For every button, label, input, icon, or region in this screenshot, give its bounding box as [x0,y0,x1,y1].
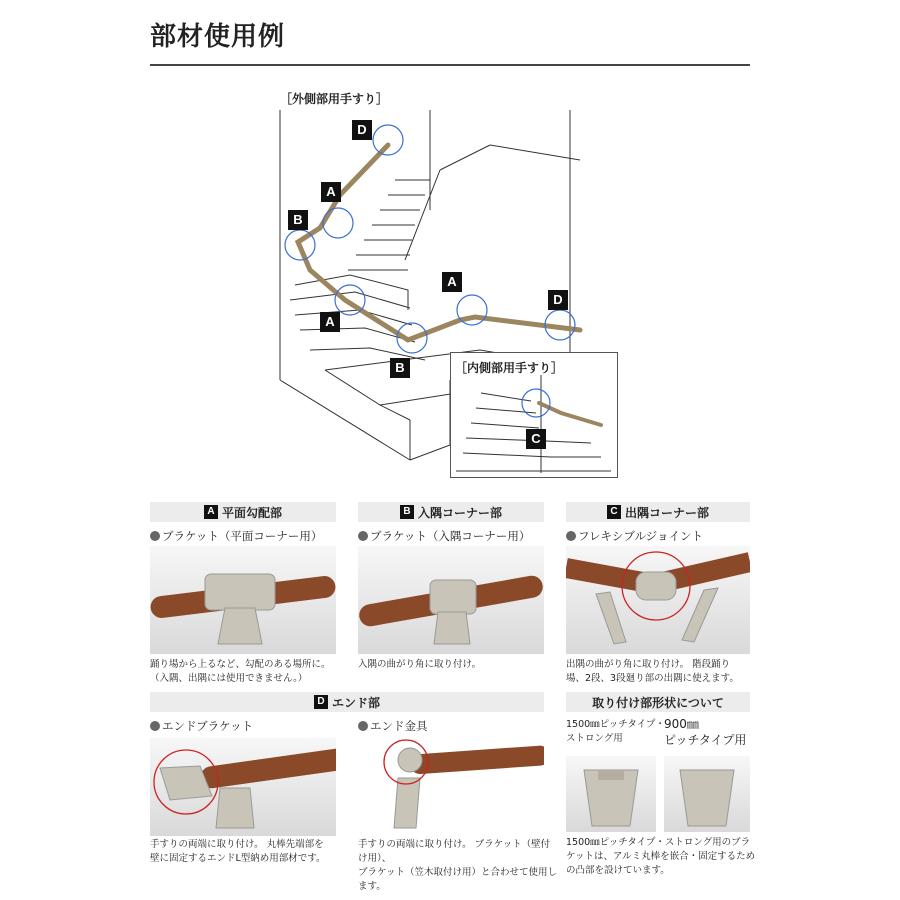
section-a-letter: A [204,505,218,519]
section-d-header [150,692,544,712]
mount-shape-900-illustration [664,756,750,832]
end-fitting-caption: 手すりの両端に取り付け。 ブラケット（壁付け用）、 ブラケット（笠木取付け用）と合わせて使用します。 [358,839,558,892]
marker-a-outer: A [321,182,341,202]
section-b-photo [358,546,544,654]
bullet-icon [358,721,368,731]
mount-photo-900 [664,756,750,832]
page-title: 部材使用例 [150,22,286,52]
mount-shape-1500-illustration [566,756,656,832]
section-a-title: 平面勾配部 [221,505,282,520]
section-a-photo [150,546,336,654]
end-bracket-photo [150,738,336,836]
section-d-title: エンド部 [331,695,380,710]
section-c-item: フレキシブルジョイント [566,528,703,544]
marker-b-outer: B [288,210,308,230]
marker-d-outer: D [352,120,372,140]
section-a-item: ブラケット（平面コーナー用） [150,528,322,544]
section-a-header [150,502,336,522]
section-b-item: ブラケット（入隅コーナー用） [358,528,530,544]
bullet-icon [358,531,368,541]
inner-handrail-inset [450,352,618,478]
section-d-letter: D [314,695,328,709]
mount-shape-caption: 1500㎜ピッチタイプ・ストロング用のブラ ケットは、アルミ丸棒を嵌合・固定するため の凸部を設けています。 [566,837,756,876]
section-d-item-end-fitting: エンド金具 [358,718,428,734]
mount-label-900: 900㎜ ピッチタイプ用 [664,717,747,747]
section-b-caption: 入隅の曲がり角に取り付け。 [358,659,482,670]
section-c-title: 出隅コーナー部 [624,505,709,520]
planar-bracket-illustration [150,546,336,654]
end-bracket-caption: 手すりの両端に取り付け。 丸棒先端部を 壁に固定するエンドL型納め用部材です。 [150,839,326,864]
marker-d-right: D [548,290,568,310]
end-fitting-photo [358,738,544,836]
section-b-header [358,502,544,522]
outer-handrail-label: ［外側部用手すり］ [280,92,389,106]
section-c-letter: C [607,505,621,519]
bullet-icon [150,721,160,731]
marker-b-lower: B [390,358,410,378]
section-a-caption: 踊り場から上るなど、勾配のある場所に。 （入隅、出隅には使用できません。） [150,659,331,684]
end-bracket-illustration [150,738,336,836]
mount-shape-header [566,692,750,712]
bullet-icon [566,531,576,541]
section-c-caption: 出隅の曲がり角に取り付け。 階段踊り 場、2段、3段廻り部の出隅に使えます。 [566,659,739,684]
inner-stair-illustration [451,353,617,477]
flexible-joint-illustration [566,546,750,654]
title-divider [150,64,750,66]
section-d-item-end-bracket: エンドブラケット [150,718,253,734]
end-fitting-illustration [358,738,544,836]
section-c-header [566,502,750,522]
marker-c-inner: C [526,429,546,449]
staircase-diagram [150,80,750,490]
marker-a-right: A [442,272,462,292]
mount-photo-1500 [566,756,656,832]
section-b-letter: B [400,505,414,519]
mount-label-1500: 1500㎜ピッチタイプ・ ストロング用 [566,719,665,744]
marker-a-lower: A [320,312,340,332]
inner-handrail-label: ［内側部用手すり］ [455,361,564,375]
bullet-icon [150,531,160,541]
mount-shape-title: 取り付け部形状について [592,695,724,710]
section-c-photo [566,546,750,654]
inside-corner-bracket-illustration [358,546,544,654]
section-b-title: 入隅コーナー部 [417,505,502,520]
